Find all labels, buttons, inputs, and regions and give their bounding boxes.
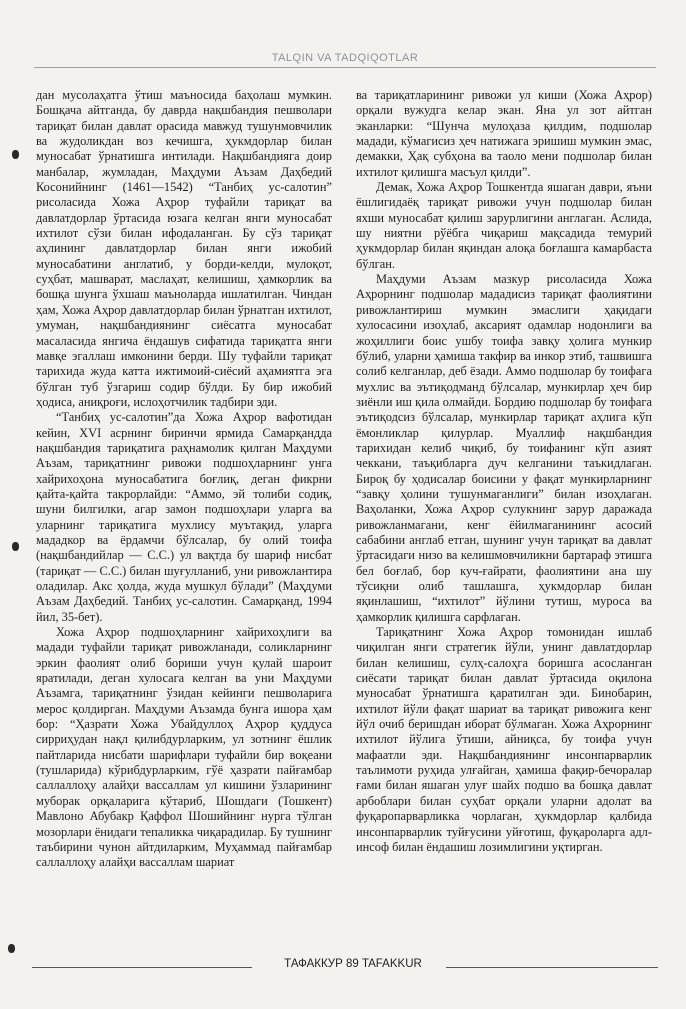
header-rule [34, 67, 656, 68]
paragraph: ва тариқатларининг ривожи ул киши (Хожа Аҳрор) орқали вужудга келар экан. Яна ул зот айтган эканларки: “Шунча мулоҳаза қилдим, подшолар мадади, кўмагисиз ҳеч натижага эришиш мумкин эмас, демакки, Ҳақ субҳона ва таоло мени подшолар билан ихтилот қилишга масъул қилди”. [356, 88, 652, 179]
paragraph: “Танбиҳ ус-салотин”да Хожа Аҳрор вафотидан кейин, XVI асрнинг биринчи ярмида Самарқандда нақшбандия тариқатига раҳнамолик қилган Маҳдуми Аъзам, тариқатнинг ривожи подшоҳларнинг унга хайрихоҳона муносабатига боғлиқ, деган фикрни қайта-қайта такрорлайди: “Аммо, эй толиби содиқ, шуни билгилки, агар замон подшоҳлари уларга ва уларнинг тариқатига мухлису муътақид, уларга мададкор ва ёрдамчи бўлсалар, бу олий тоифа (нақшбандийлар — С.С.) ул вақтда бу шариф нисбат (тариқат — С.С.) билан шуғулланиб, уни ривожлантира оладилар. Акс ҳолда, жуда мушкул бўлади” (Маҳдуми Аъзам Даҳбедий. Танбиҳ ус-салотин. Самарқанд, 1994 йил, 35-бет). [36, 410, 332, 624]
paragraph: Хожа Аҳрор подшоҳларнинг хайрихоҳлиги ва мадади туфайли тариқат ривожланади, соликларнинг эркин фаолият олиб бориши учун қулай шароит яратилади, деган хулосага келган ва уни Маҳдуми Аъзамга, тариқатнинг ўзидан кейинги пешволарига мерос қолдирган. Маҳдуми Аъзамда бунга ишора ҳам бор: “Ҳазрати Хожа Убайдуллоҳ Аҳрор қуддуса сирриҳудан нақл қилибдурларким, ул зотнинг ёшлик пайтларида нисбати шарифлари туфайли бир воқеани (тушларида) кўрибдурларким, гўё ҳазрати пайғамбар саллаллоҳу алайҳи вассаллам ул кишини ўзларининг муборак орқаларига кўтариб, Шошдаги (Тошкент) Мавлоно Абубакр Қаффол Шошийнинг нурга тўлган мозорлари ёнидаги тепаликка чиқарадилар. Бу тушнинг таъбирини чунон айтдиларким, Муҳаммад пайғамбар саллаллоҳу алайҳи вассаллам шариат [36, 625, 332, 870]
paragraph: Тариқатнинг Хожа Аҳрор томонидан ишлаб чиқилган янги стратегик йўли, унинг давлатдорлар билан келишиш, сулҳ-салоҳга боришга асосланган сиёсати тариқат билан давлат ўртасида оқилона муносабат ўрнатишга қаратилган эди. Бинобарин, ихтилот йўли фақат шариат ва тариқат ривожига кенг йўл очиб беришдан иборат бўлмаган. Хожа Аҳрорнинг ихтилот йўлига ўтиши, айниқса, бу тоифа учун мафаатли эди. Нақшбандиянинг инсонпарварлик таълимоти руҳида улғайган, ҳамиша фақир-бечоралар ғами билан яшаган улуғ шайх подшо ва бошқа давлат арбоблари билан суҳбат орқали уларни адолат ва фуқаропарварликка чорлаган, ҳукмдорлар қалбида инсонпарварлик туйғусини уйғотиш, фуқароларга адл-инсоф билан ёндашиш лозимлигини уқтирган. [356, 625, 652, 854]
footer-rule-left [32, 967, 252, 968]
paragraph: Маҳдуми Аъзам мазкур рисоласида Хожа Аҳрорнинг подшолар мададисиз тариқат фаолиятини ривожлантириш мумкин эмаслиги ҳақидаги хулосасини изоҳлаб, аксарият одамлар нодонлиги ва жоҳиллиги боис ушбу тоифа завқу ҳолига мункир бўлиб, уларни ҳамиша такфир ва инкор этиб, ташвишга солиб келганлар, деб ёзади. Аммо подшолар бу тоифага мухлис ва эътиқодманд бўлсалар, мункирлар ҳеч бир зиёнли иш қила олмайди. Бордию подшолар бу тоифага эътиқодсиз бўлсалар, мункирлар тариқат аҳлига кўп ёмонликлар қилурлар. Муаллиф нақшбандия тарихидан келиб чиқиб, бу тоифанинг кўп азият чеккани, таъқибларга дуч келганини таъкидлаган. Бироқ бу ҳодисалар боисини у фақат мункирларнинг “завқу ҳолини тушунмаганлиги” билан изоҳлаган. Ваҳоланки, Хожа Аҳрор сулукнинг зарур даражада ривожланмагани, кенг ёйилмаганининг асосий сабабини англаб етган, шунинг учун тариқат ва давлат ўртасидаги низо ва келишмовчиликни бартараф этишга бел боғлаб, бор куч-ғайрати, фаолиятини ана шу тўсиқни олиб ташлашга, ҳукмдорлар билан яқинлашиш, “ихтилот” йўлини тутиш, муроса ва ҳамкорлик қилишга сарфлаган. [356, 272, 652, 624]
paragraph: Демак, Хожа Аҳрор Тошкентда яшаган даври, яъни ёшлигидаёқ тариқат ривожи учун подшолар билан яхши муносабат қилиш зарурлигини англаган. Аслида, шу ниятни рўёбга чиқариш мақсадида темурий ҳукмдорлар билан яқиндан алоқа боғлашга камарбаста бўлган. [356, 180, 652, 271]
binding-hole-mark [12, 150, 19, 159]
footer-rule-right [446, 967, 658, 968]
binding-hole-mark [12, 542, 19, 551]
right-column [356, 88, 652, 855]
paragraph: дан мусолаҳатга ўтиш маъносида баҳолаш мумкин. Бошқача айтганда, бу даврда нақшбандия пешволари тариқат билан давлат орасида мавжуд тушунмовчилик ва жудоликдан воз кечишга, ҳукмдорлар билан муносабат ўрнатишга интилади. Нақшбандияга доир манбалар, жумладан, Маҳдуми Аъзам Даҳбедий Косонийнинг (1461—1542) “Танбиҳ ус-салотин” рисоласида Хожа Аҳрор туфайли тариқат ва давлатдорлар ўртасида юзага келган янги муносабат ихтилот сўзи билан ифодаланган. Бу сўз тариқат аҳлининг давлатдорлар билан янги ижобий муносабатини англатиб, у борди-келди, мулоқот, суҳбат, машварат, маслаҳат, келишиш, ҳамкорлик ва бошқа шунга ўхшаш маъноларда ишлатилган. Чиндан ҳам, Хожа Аҳрор давлатдорлар билан ўрнатган ихтилот, умуман, нақшбандиянинг сиёсатга муносабат масаласида янгича ёндашув сифатида тариқатга янги мавқе эгаллаш имконини берди. Шу туфайли тариқат тарихида жуда катта ижтимоий-сиёсий аҳамиятга эга бўлган туб ўзгариш содир бўлди. Бу бир ижобий ҳодиса, аниқроғи, ислоҳотчилик тадбири эди. [36, 88, 333, 409]
header-title: TALQIN VA TADQIQOTLAR [266, 52, 425, 64]
binding-hole-mark [8, 944, 15, 953]
page-footer [32, 958, 658, 976]
running-header [34, 52, 656, 72]
footer-folio: ТАФАККУР 89 TAFAKKUR [284, 958, 422, 970]
left-column [36, 88, 332, 871]
